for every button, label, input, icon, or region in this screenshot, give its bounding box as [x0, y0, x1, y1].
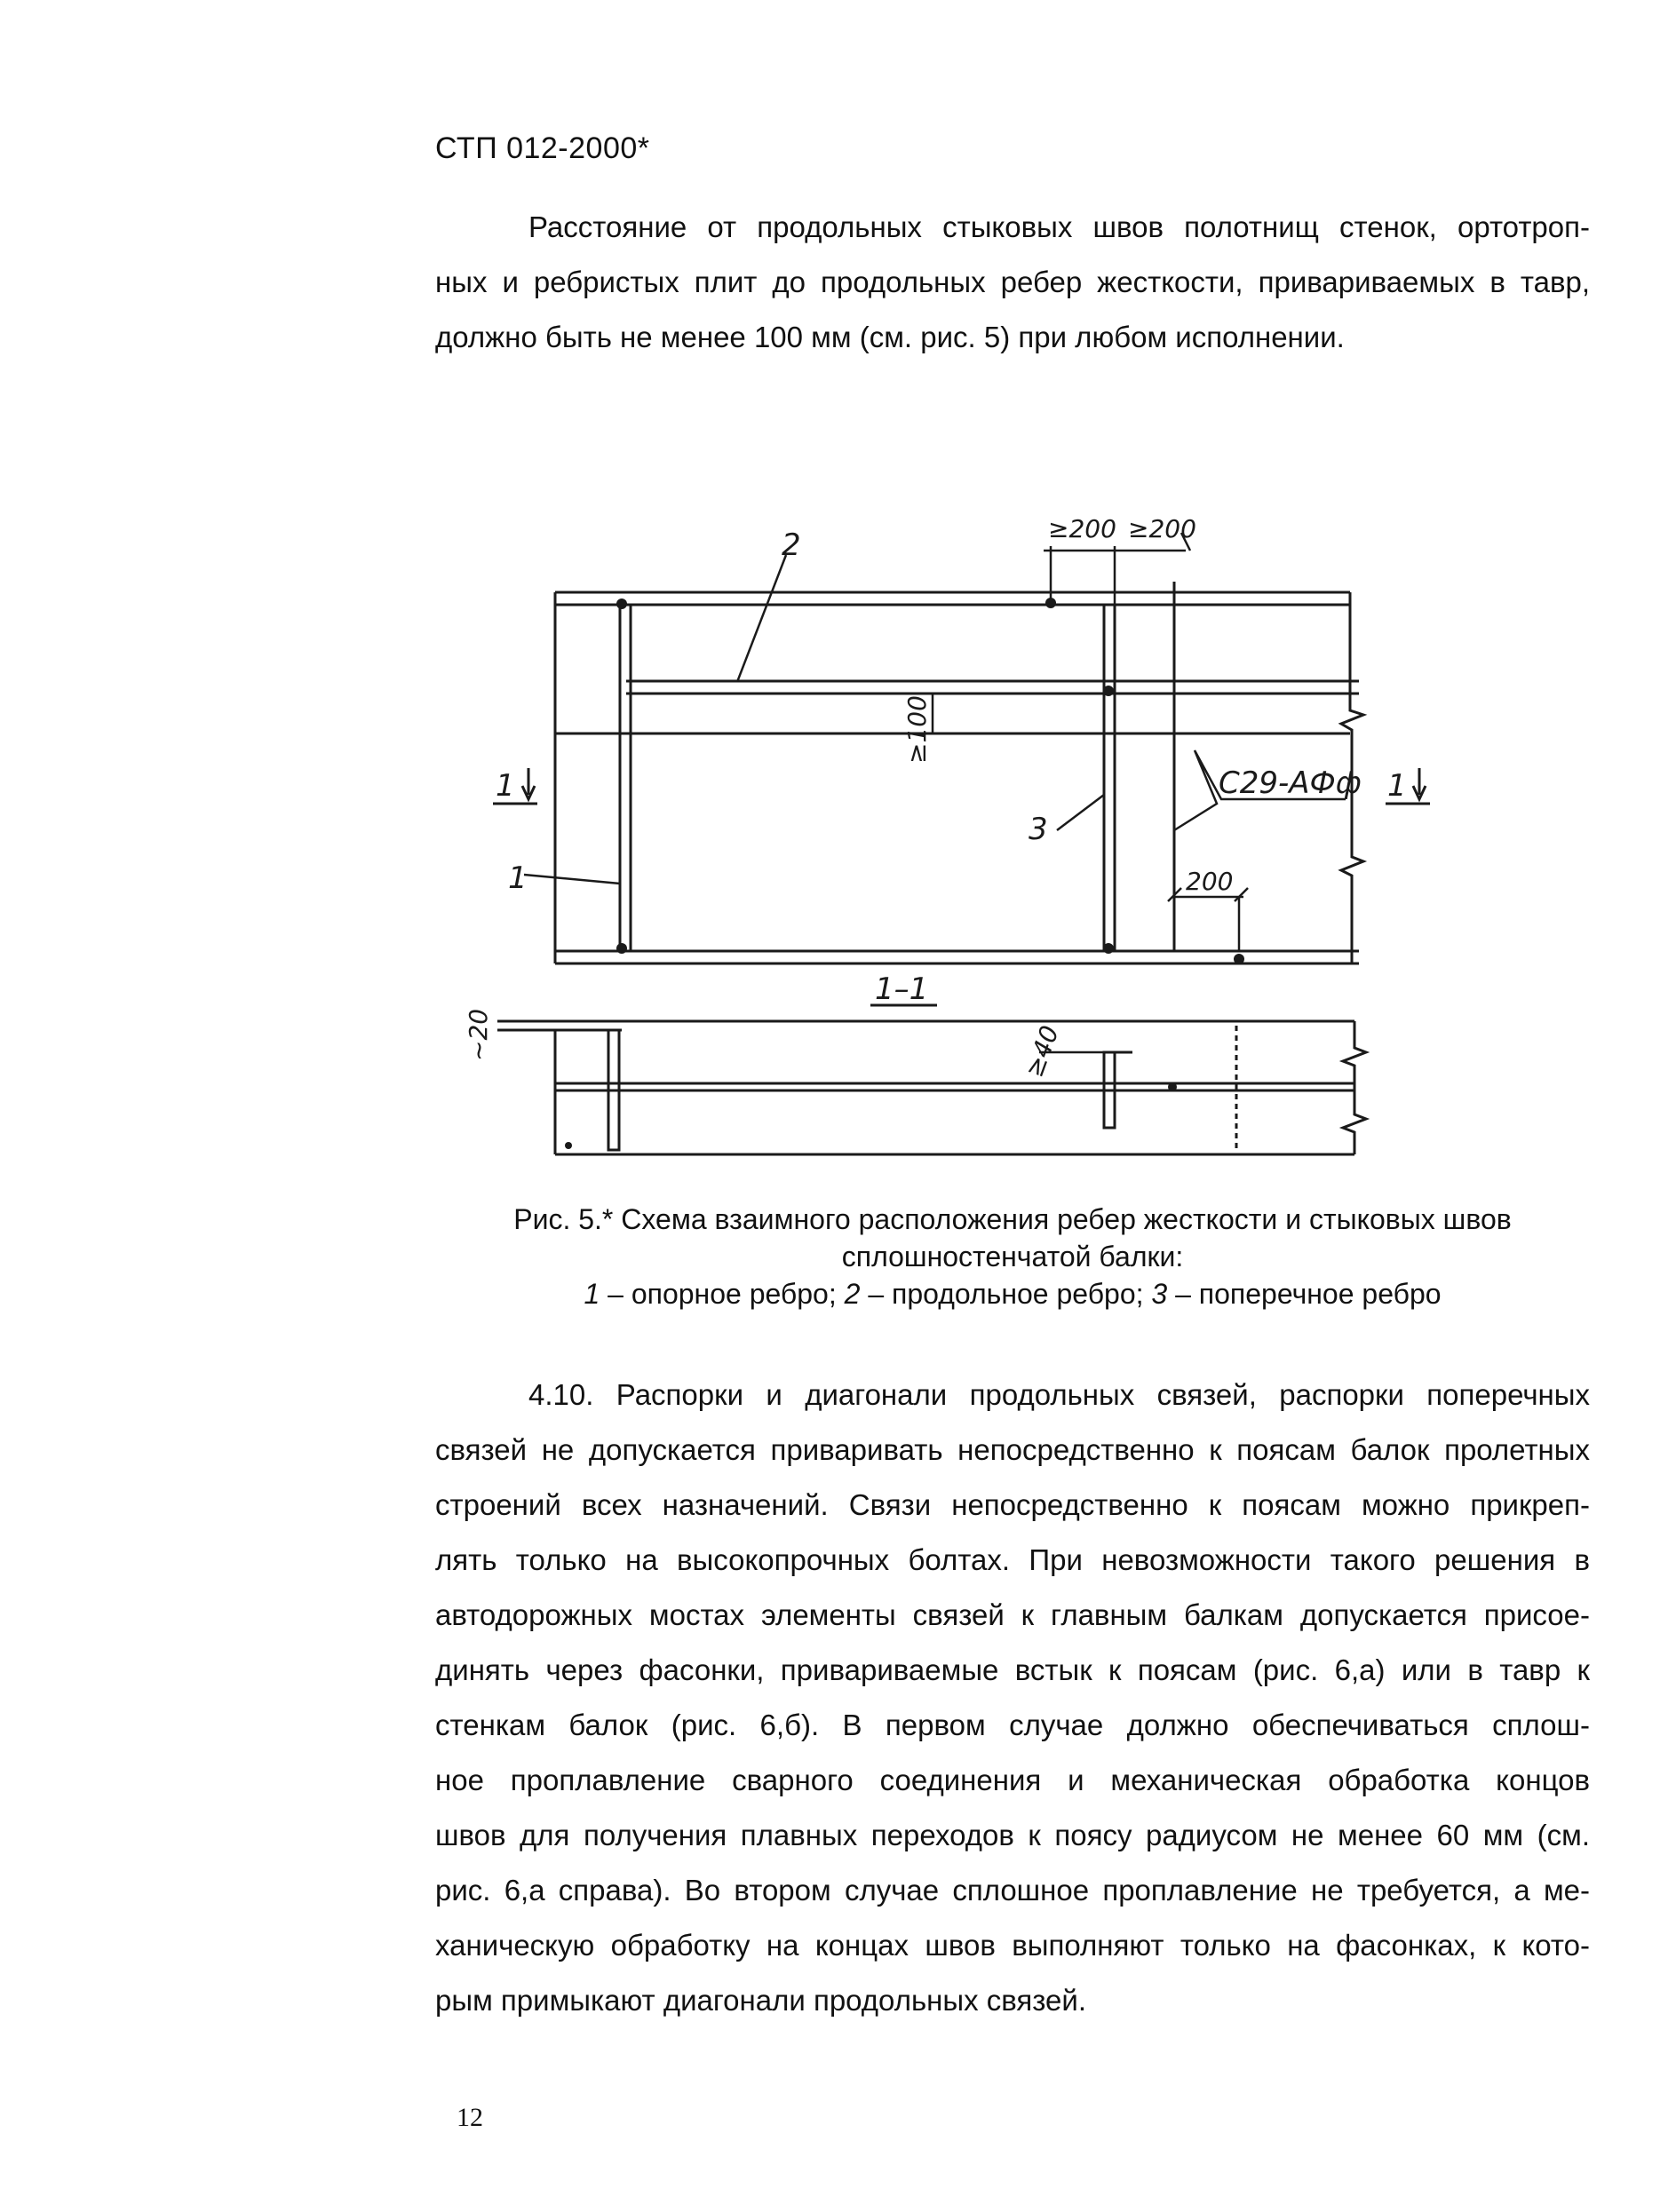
- text-line: ное проплавление сварного соединения и механическая обработка концов: [435, 1764, 1590, 1796]
- dimension-label: ~20: [464, 1008, 493, 1061]
- beam-section-view: [497, 1021, 1366, 1154]
- callout-leader: [737, 555, 786, 682]
- text-line: стенкам балок (рис. 6,б). В первом случае должно обеспечиваться сплош-: [435, 1709, 1590, 1741]
- callout-2-label: 2: [782, 527, 801, 563]
- legend-num: 2: [844, 1278, 861, 1310]
- caption-title-continued: сплошностенчатой балки:: [841, 1241, 1184, 1272]
- dimension-200-top: [1044, 533, 1190, 605]
- weld-dot: [616, 943, 627, 954]
- weld-dot: [616, 599, 627, 609]
- paragraph-4-10: [435, 1368, 1590, 2028]
- section-title: 1–1: [875, 971, 929, 1007]
- dimension-label: ≥40: [1019, 1021, 1065, 1082]
- caption-legend: [426, 1275, 1599, 1312]
- text-line: Расстояние от продольных стыковых швов полотнищ стенок, ортотроп-: [528, 210, 1590, 243]
- text-line: динять через фасонки, привариваемые встык к поясам (рис. 6,а) или в тавр к: [435, 1653, 1590, 1686]
- weld-code-label: С29-АФф: [1219, 765, 1362, 801]
- callout-leader: [524, 875, 620, 884]
- text-line: швов для получения плавных переходов к поясу радиусом не менее 60 мм (см.: [435, 1819, 1590, 1851]
- text-line: должно быть не менее 100 мм (см. рис. 5) при любом исполнении.: [435, 321, 1345, 353]
- dimension-200-bottom: [1168, 888, 1248, 951]
- caption-title: Рис. 5.* Схема взаимного расположения ребер жесткости и стыковых швов: [513, 1203, 1512, 1235]
- text-line: связей не допускается приваривать непосредственно к поясам балок пролетных: [435, 1433, 1590, 1466]
- figure-caption: [426, 1201, 1599, 1312]
- section-mark-label: 1: [1387, 768, 1407, 804]
- legend-num: 3: [1151, 1278, 1168, 1310]
- legend-text: – продольное ребро;: [860, 1278, 1152, 1310]
- weld-dot: [1103, 943, 1114, 954]
- dimension-label: ≥200: [1128, 514, 1196, 543]
- text-line: ных и ребристых плит до продольных ребер жесткости, привариваемых в тавр,: [435, 266, 1590, 298]
- dimension-label: ≥100: [902, 695, 932, 764]
- text-line: ханическую обработку на концах швов выполняют только на фасонках, к кото-: [435, 1929, 1590, 1962]
- text-line: 4.10. Распорки и диагонали продольных связей, распорки поперечных: [528, 1378, 1590, 1411]
- text-line: рым примыкают диагонали продольных связей.: [435, 1984, 1086, 2017]
- weld-dot: [1103, 686, 1114, 696]
- text-line: лять только на высокопрочных болтах. При невозможности такого решения в: [435, 1543, 1590, 1576]
- text-line: рис. 6,а справа). Во втором случае сплошное проплавление не требуется, а ме-: [435, 1874, 1590, 1907]
- document-code-header: СТП 012-2000*: [435, 131, 650, 165]
- weld-dot: [1234, 954, 1244, 964]
- legend-num: 1: [584, 1278, 600, 1310]
- text-line: строений всех назначений. Связи непосредственно к поясам можно прикреп-: [435, 1488, 1590, 1521]
- section-mark-label: 1: [496, 768, 515, 804]
- legend-text: – поперечное ребро: [1167, 1278, 1442, 1310]
- callout-1-label: 1: [508, 860, 528, 896]
- dimension-label: 200: [1186, 867, 1234, 896]
- callout-3-label: 3: [1029, 812, 1048, 847]
- callout-leader: [1057, 795, 1104, 830]
- page-number: 12: [457, 2103, 483, 2132]
- text-line: автодорожных мостах элементы связей к главным балкам допускается присое-: [435, 1598, 1590, 1631]
- dimension-label: ≥200: [1048, 514, 1116, 543]
- legend-text: – опорное ребро;: [600, 1278, 845, 1310]
